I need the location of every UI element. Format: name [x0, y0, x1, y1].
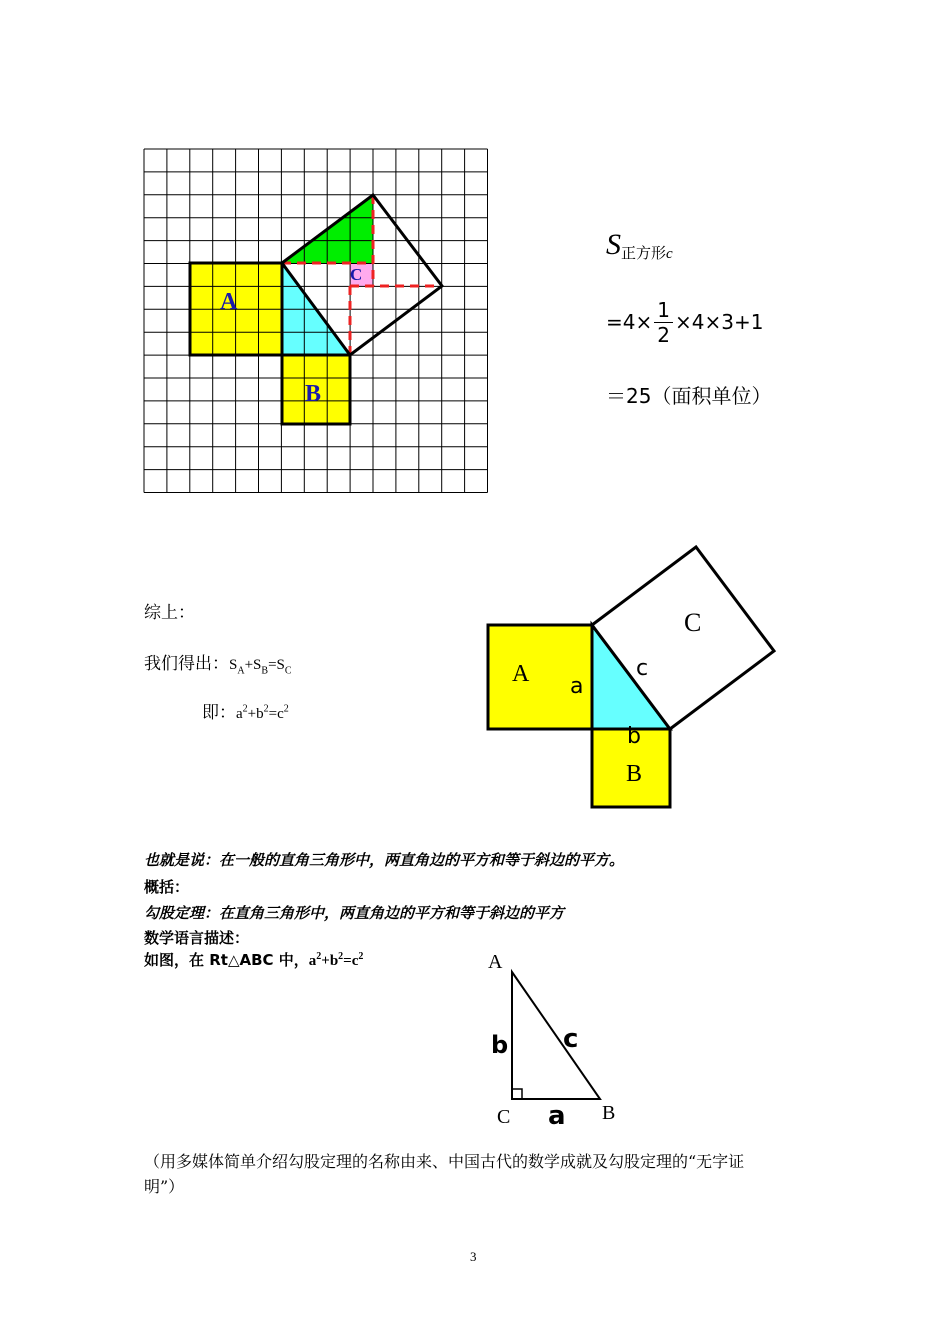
grid-label-a: A — [220, 289, 238, 315]
big-label-c: C — [684, 608, 702, 637]
line2-prefix: =4× — [606, 310, 653, 334]
area-formula — [606, 228, 826, 272]
line5-prefix: 如图，在 Rt△ABC 中， — [144, 951, 309, 969]
line5-exp-a: 2 — [316, 951, 322, 962]
grid-label-b: B — [305, 381, 322, 407]
eq-plus-b: +b — [247, 706, 264, 722]
eq-eq-c: =c — [268, 706, 284, 722]
line5-plus-b: +b — [321, 953, 339, 969]
triangle-side-a: a — [548, 1101, 566, 1131]
line2-suffix: ×4×3+1 — [674, 310, 764, 334]
that-is-prefix: 即： — [202, 703, 236, 723]
fraction — [654, 298, 673, 347]
side-label-a: a — [570, 674, 584, 699]
derived-sub2: B — [261, 665, 269, 677]
line5-eq-c: =c — [343, 953, 359, 969]
fraction-numerator: 1 — [654, 298, 673, 323]
summary-equation — [202, 698, 289, 723]
grid-figure — [140, 145, 492, 497]
right-angle-mark — [512, 1089, 522, 1099]
line5-exp-c: 2 — [358, 951, 364, 962]
theorem-line1: 也就是说：在一般的直角三角形中，两直角边的平方和等于斜边的平方。 — [144, 851, 625, 869]
side-label-c: c — [636, 656, 649, 681]
line5-a: a — [308, 953, 317, 969]
area-formula-line2 — [606, 290, 763, 354]
right-triangle — [512, 972, 600, 1099]
note-line2: 明”） — [144, 1177, 185, 1196]
squares-figure — [480, 540, 780, 815]
s-subscript: 正方形 — [621, 244, 667, 262]
side-label-b: b — [627, 724, 641, 749]
triangle-side-c: c — [563, 1024, 579, 1054]
derived-sub1: A — [237, 665, 245, 677]
theorem-line5 — [144, 949, 363, 970]
vertex-b: B — [602, 1102, 616, 1124]
note-line1: （用多媒体简单介绍勾股定理的名称由来、中国古代的数学成就及勾股定理的“无字证 — [144, 1152, 745, 1171]
fraction-denominator: 2 — [657, 322, 670, 347]
derived-eq: =S — [268, 657, 285, 673]
derived-s1: S — [229, 657, 238, 673]
vertex-c: C — [497, 1106, 511, 1128]
s-subscript-var: c — [666, 246, 673, 262]
vertex-a: A — [488, 951, 503, 973]
derived-sub3: C — [284, 665, 292, 677]
grid-label-c: C — [350, 265, 363, 284]
eq-a: a — [236, 706, 243, 722]
triangle-side-b: b — [491, 1031, 509, 1059]
eq-exp-c: 2 — [283, 703, 289, 715]
theorem-line3: 勾股定理：在直角三角形中，两直角边的平方和等于斜边的平方 — [144, 904, 565, 922]
derived-prefix: 我们得出： — [144, 654, 229, 674]
area-formula-line3: ＝25（面积单位） — [606, 384, 772, 408]
big-label-a: A — [512, 661, 530, 687]
eq-exp-a: 2 — [242, 703, 248, 715]
s-symbol: S — [606, 228, 621, 261]
summary-heading: 综上： — [144, 603, 195, 623]
theorem-line2: 概括： — [144, 878, 190, 896]
derived-plus: +S — [244, 657, 262, 673]
area-formula-line1 — [606, 228, 826, 272]
eq-exp-b: 2 — [263, 703, 269, 715]
big-label-b: B — [626, 761, 643, 787]
triangle-figure — [480, 945, 630, 1135]
theorem-line4: 数学语言描述： — [144, 929, 250, 947]
summary-derived — [144, 649, 292, 676]
page-number: 3 — [470, 1249, 477, 1264]
line5-exp-b: 2 — [338, 951, 344, 962]
